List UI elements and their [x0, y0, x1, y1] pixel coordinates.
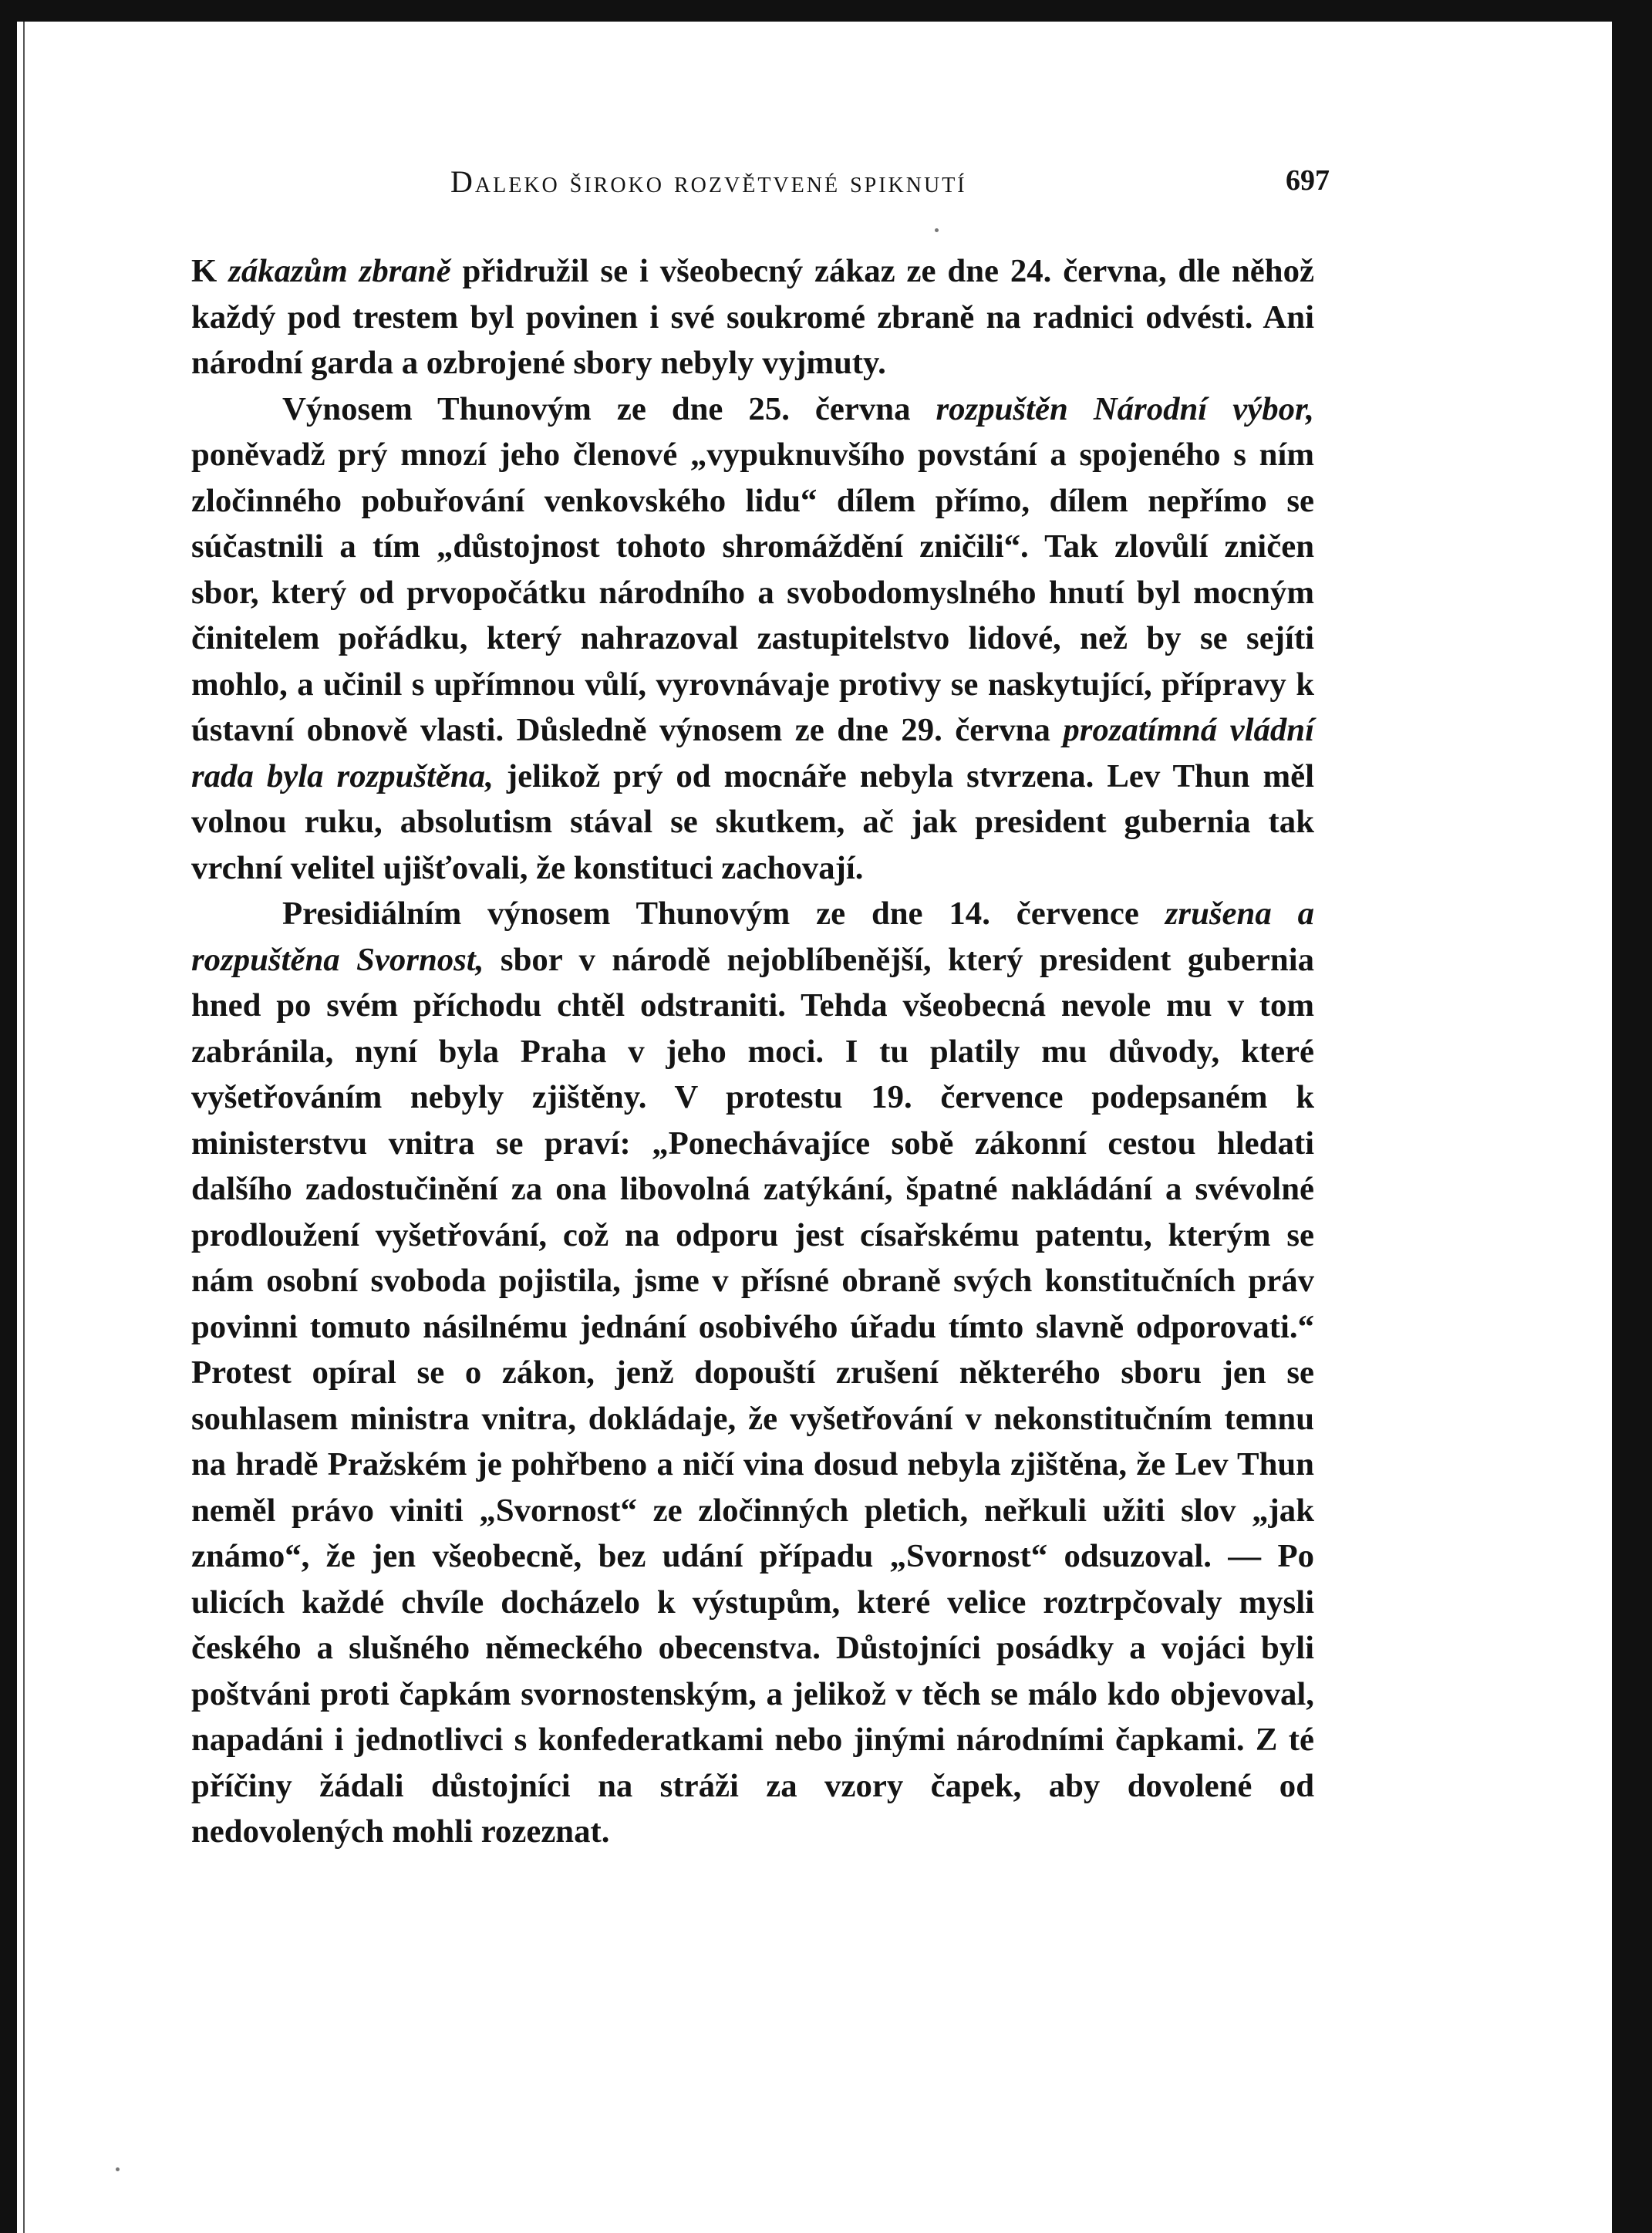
scan-border-left [0, 0, 17, 2233]
text-run: přidružil se i všeobecný zákaz ze dne 24. června, dle něhož každý pod trestem byl povinen i své soukromé zbraně na radnici odvésti. Ani národní garda a ozbrojené sbory nebyly vyjmuty. [191, 253, 1314, 381]
text-run: jelikož prý od mocnáře nebyla stvrzena. Lev Thun měl volnou ruku, absolutism stával se skutkem, ač jak president gubernia tak vrchní velitel ujišťovali, že konstituci zachovají. [191, 757, 1314, 886]
italic-phrase: zákazům zbraně [228, 253, 451, 289]
page-header [450, 164, 1330, 210]
scan-border-right [1612, 0, 1652, 2233]
scan-border-inner-line [23, 22, 25, 2233]
italic-phrase: prozatímná vládní rada byla rozpuštěna, [191, 712, 1314, 794]
text-run: sbor v národě nejoblíbenější, který president gubernia hned po svém příchodu chtěl odstraniti. Tehda všeobecná nevole mu v tom zabránila, nyní byla Praha v jeho moci. I tu platily mu důvody, které vyšetřováním nebyly zjištěny. V protestu 19. července podepsaném k ministerstvu vnitra se praví: „Ponechávajíce sobě zákonní cestou hledati dalšího zadostučinění za ona libovolná zatýkání, špatné nakládání a svévolné prodloužení vyšetřování, což na odporu jest císařskému patentu, kterým se nám osobní svoboda pojistila, jsme v přísné obraně svých konstitučních práv povinni tomuto násilnému jednání osobivého úřadu tímto slavně odporovati.“ Protest opíral se o zákon, jenž dopouští zrušení některého sboru jen se souhlasem ministra vnitra, dokládaje, že vyšetřování v nekonstitučním temnu na hradě Pražském je pohřbeno a ničí vina dosud nebyla zjištěna, že Lev Thun neměl právo viniti „Svornost“ ze zločinných pletich, neřkuli užiti slov „jak známo“, že jen všeobecně, bez udání případu „Svornost“ odsuzoval. — Po ulicích každé chvíle docházelo k výstupům, které velice roztrpčovaly mysli českého a slušného německého obecenstva. Důstojníci posádky a vojáci byli poštváni proti čapkám svornostenským, a jelikož v těch se málo kdo objevoval, napadáni i jednotlivci s konfederatkami nebo jinými národními čapkami. Z té příčiny žádali důstojníci na stráži za vzory čapek, aby dovolené od nedovolených mohli rozeznat. [191, 941, 1314, 1850]
italic-phrase: zrušena a rozpuštěna Svornost, [191, 896, 1314, 978]
text-run: Výnosem Thunovým ze dne 25. června [282, 390, 936, 427]
text-run: poněvadž prý mnozí jeho členové „vypuknuvšího povstání a spojeného s ním zločinného pobuřování venkovského lidu“ dílem přímo, dílem nepřímo se súčastnili a tím „důstojnost tohoto shromáždění zničili“. Tak zlovůlí zničen sbor, který od prvopočátku národního a svobodomyslného hnutí byl mocným činitelem pořádku, který nahrazoval zastupitelstvo lidové, než by se sejíti mohlo, a učinil s upřímnou vůlí, vyrovnávaje protivy se naskytující, přípravy k ústavní obnově vlasti. Důsledně výnosem ze dne 29. června [191, 437, 1314, 748]
text-run: K [191, 253, 229, 289]
italic-phrase: rozpuštěn Národní výbor, [936, 390, 1314, 427]
body-text [191, 248, 1314, 1855]
text-run: Presidiálním výnosem Thunovým ze dne 14. července [282, 896, 1165, 932]
paragraph-1 [191, 248, 1314, 386]
running-title: Daleko široko rozvětvené spiknutí [450, 164, 967, 199]
paper-speck [935, 228, 939, 232]
paragraph-3 [191, 891, 1314, 1855]
scan-border-top [0, 0, 1652, 22]
page-number: 697 [1286, 164, 1330, 197]
paragraph-2 [191, 386, 1314, 892]
paper-speck [116, 2167, 120, 2171]
